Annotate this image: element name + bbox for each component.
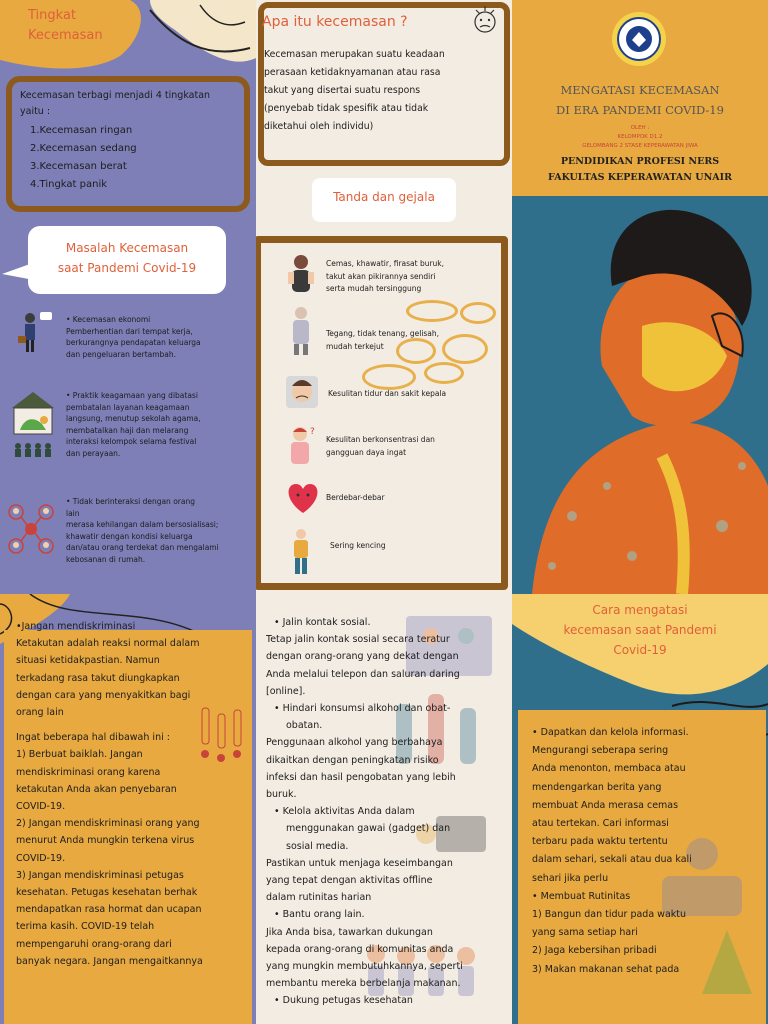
symptom-line: Kesulitan tidur dan sakit kepala [328, 389, 447, 398]
apa-itu-title: Apa itu kecemasan ? [262, 14, 408, 30]
social-network-icon [6, 502, 56, 556]
text-line: [online]. [266, 685, 306, 697]
title-line: DI ERA PANDEMI COVID-19 [556, 103, 724, 117]
issue-line: kebosanan di rumah. [66, 554, 146, 564]
tingkat-kecemasan-title [28, 6, 103, 46]
symptom-3 [328, 388, 498, 400]
institution-line: FAKULTAS KEPERAWATAN UNAIR [548, 172, 732, 183]
worried-person-icon [284, 252, 318, 298]
text-line: dikaitkan dengan peningkatan risiko [266, 754, 439, 766]
university-logo-icon [610, 10, 668, 68]
text-line: situasi ketidakpastian. Namun [16, 655, 160, 667]
panel-apa-itu-kecemasan [256, 0, 512, 594]
text-line: • Jalin kontak sosial. [274, 617, 371, 628]
symptom-1 [326, 258, 496, 296]
symptom-line: Tegang, tidak tenang, gelisah, [326, 329, 440, 338]
issue-social [66, 496, 248, 565]
text-line: • Membuat Rutinitas [532, 890, 631, 902]
text-line: 2) Jaga kebersihan pribadi [532, 945, 657, 957]
text-line: terbaru pada waktu tertentu [532, 836, 668, 848]
symptom-line: takut akan pikirannya sendiri [326, 271, 436, 281]
text-line: • Kelola aktivitas Anda dalam [274, 806, 415, 818]
text-line: buruk. [266, 789, 297, 801]
masalah-kecemasan-title [28, 238, 226, 278]
title-line: Tingkat [28, 8, 77, 23]
text-line: dengan orang-orang yang dekat dengan [266, 651, 459, 663]
oleh-label: OLEH : [630, 125, 650, 131]
symptom-line: gangguan daya ingat [326, 447, 407, 457]
definition-line: diketahui oleh individu) [264, 121, 374, 132]
title-line: kecemasan saat Pandemi [563, 623, 717, 637]
symptom-4 [326, 434, 480, 459]
text-line: atau tertekan. Cari informasi [532, 818, 669, 830]
definition-line: takut yang disertai suatu respons [264, 85, 421, 96]
text-line: sehari jika perlu [532, 872, 609, 884]
gold-ring-decoration [460, 302, 496, 324]
text-line: mendengarkan berita yang [532, 781, 662, 793]
title-line: Masalah Kecemasan [65, 241, 189, 255]
text-line: 3) Jangan mendiskriminasi petugas [16, 869, 184, 881]
issue-line: merasa kehilangan dalam bersosialisasi; [66, 520, 219, 529]
symptom-line: mudah terkejut [326, 341, 384, 351]
text-line: •Jangan mendiskriminasi [16, 621, 136, 632]
panel-tingkat-kecemasan [0, 0, 256, 594]
text-line: 1) Berbuat baiklah. Jangan [16, 749, 143, 761]
gold-ring-decoration [406, 300, 458, 322]
text-line: terkadang rasa takut diungkapkan [16, 672, 180, 684]
level-item: 2.Kecemasan sedang [30, 143, 137, 154]
diskriminasi-text [16, 618, 244, 970]
gelombang-label: GELOMBANG 2 STASE KEPERAWATAN JIWA [582, 143, 698, 149]
gold-ring-decoration [362, 364, 416, 390]
levels-content [20, 88, 246, 194]
issue-line: dan/atau orang terdekat dan mengalami [66, 543, 219, 552]
panel-cara-mengatasi [512, 594, 768, 1024]
text-line: yang tepat dengan aktivitas offline [266, 875, 433, 887]
text-line: banyak negara. Jangan mengaitkannya [16, 955, 203, 967]
gold-ring-decoration [424, 362, 464, 384]
text-line: Penggunaan alkohol yang berbahaya [266, 737, 443, 749]
heart-icon [284, 480, 322, 516]
definition-line: perasaan ketidaknyamanan atau rasa [264, 67, 441, 78]
kelompok-label: KELOMPOK D1.2 [617, 134, 663, 140]
title-line: Kecemasan [28, 28, 103, 43]
panel-jangan-mendiskriminasi [0, 594, 256, 1024]
symptom-line: Kesulitan berkonsentrasi dan [326, 435, 435, 444]
text-line: mendiskriminasi orang karena [16, 766, 161, 778]
text-line: membantu mereka berbelanja makanan. [266, 978, 461, 990]
text-line: menggunakan gawai (gadget) dan [286, 823, 451, 835]
symptom-line: Cemas, khawatir, firasat buruk, [326, 259, 445, 268]
symptom-5 [326, 492, 496, 504]
levels-list [20, 122, 246, 194]
definition-line: (penyebab tidak spesifik atau tidak [264, 103, 429, 114]
text-line: Anda melalui telepon dan saluran daring [266, 668, 460, 680]
cover-institution [512, 154, 768, 186]
cover-author [512, 124, 768, 151]
text-line: 2) Jangan mendiskriminasi orang yang [16, 818, 200, 830]
symptom-line: serta mudah tersinggung [326, 284, 422, 293]
text-line: dalam sehari, sekali atau dua kali [532, 854, 692, 866]
text-line: Ketakutan adalah reaksi normal dalam [16, 638, 200, 650]
symptom-line: Berdebar-debar [326, 493, 385, 502]
spacer [16, 721, 244, 729]
text-line: ketakutan Anda akan penyebaran [16, 783, 177, 795]
text-line: 3) Makan makanan sehat pada [532, 963, 680, 975]
issue-line: dan pengeluaran bertambah. [66, 349, 177, 359]
level-item: 3.Kecemasan berat [30, 161, 127, 172]
symptom-6 [330, 540, 500, 552]
issue-line: interaksi kelompok selama festival [66, 437, 197, 446]
kontak-sosial-text [266, 614, 502, 1010]
levels-intro: Kecemasan terbagi menjadi 4 tingkatan [20, 90, 211, 101]
definition-line: Kecemasan merupakan suatu keadaan [264, 49, 445, 60]
text-line: yang sama setiap hari [532, 927, 638, 939]
symptom-2 [326, 328, 496, 353]
text-line: orang lain [16, 707, 64, 719]
level-item: 1.Kecemasan ringan [30, 125, 133, 136]
text-line: Jika Anda bisa, tawarkan dukungan [266, 926, 433, 938]
text-line: terima kasih. COVID-19 telah [16, 921, 155, 933]
text-line: • Dukung petugas kesehatan [274, 995, 413, 1007]
anxious-face-icon [470, 4, 502, 38]
title-line: Cara mengatasi [592, 603, 688, 617]
text-line: 1) Bangun dan tidur pada waktu [532, 909, 687, 921]
text-line: kepada orang-orang di komunitas anda [266, 943, 454, 955]
issue-religion [66, 390, 248, 459]
text-line: • Bantu orang lain. [274, 909, 365, 921]
text-line: infeksi dan hasil pengobatan yang lebih [266, 771, 456, 783]
level-item: 4.Tingkat panik [30, 179, 108, 190]
tense-person-icon [284, 304, 318, 356]
text-line: • Dapatkan dan kelola informasi. [532, 727, 689, 738]
issue-title: lain [66, 508, 80, 518]
text-line: mendapatkan rasa hormat dan ucapan [16, 904, 202, 916]
text-line: mempengaruhi orang-orang dari [16, 938, 172, 950]
text-line: • Hindari konsumsi alkohol dan obat- [274, 703, 451, 715]
text-line: COVID-19. [16, 852, 66, 864]
issue-line: Pemberhentian dari tempat kerja, [66, 326, 193, 336]
headache-icon [284, 374, 320, 414]
anxious-person-illustration [512, 196, 768, 594]
issue-line: khawatir dengan kondisi keluarga [66, 531, 193, 541]
levels-intro: yaitu : [20, 106, 51, 117]
tanda-gejala-title: Tanda dan gejala [333, 190, 435, 204]
text-line: Ingat beberapa hal dibawah ini : [16, 732, 170, 744]
urination-person-icon [288, 526, 314, 578]
text-line: menurut Anda mungkin terkena virus [16, 835, 195, 847]
text-line: COVID-19. [16, 801, 66, 813]
worker-icon [14, 308, 54, 354]
title-line: saat Pandemi Covid-19 [57, 261, 197, 275]
issue-line: dan perayaan. [66, 448, 121, 458]
text-line: Tetap jalin kontak sosial secara teratur [266, 634, 450, 646]
cover-title [512, 80, 768, 120]
symptom-line: Sering kencing [330, 541, 386, 550]
forgetful-person-icon [284, 422, 318, 468]
text-line: sosial media. [286, 840, 349, 852]
text-line: Mengurangi seberapa sering [532, 745, 669, 757]
text-line: kesehatan. Petugas kesehatan berhak [16, 887, 198, 899]
text-line: Pastikan untuk menjaga keseimbangan [266, 857, 453, 869]
cara-mengatasi-title [532, 600, 748, 660]
panel-cover [512, 0, 768, 594]
text-line: obatan. [286, 720, 323, 732]
text-line: dengan cara yang menyakitkan bagi [16, 689, 191, 701]
cara-mengatasi-text [532, 724, 756, 979]
issue-line: pembatalan layanan keagamaan [66, 402, 190, 412]
definition-text [264, 46, 496, 136]
issue-title: • Kecemasan ekonomi [66, 315, 151, 324]
text-line: Anda menonton, membaca atau [532, 763, 686, 775]
text-line: membuat Anda merasa cemas [532, 799, 679, 811]
issue-line: langsung, menutup sekolah agama, [66, 414, 201, 423]
title-line: MENGATASI KECEMASAN [560, 83, 720, 97]
issue-title: • Praktik keagamaan yang dibatasi [66, 391, 198, 400]
issue-line: membatalkan haji dan melarang [66, 425, 189, 435]
institution-line: PENDIDIKAN PROFESI NERS [560, 156, 720, 167]
issue-economy [66, 314, 248, 360]
title-line: Covid-19 [613, 643, 667, 657]
issue-line: berkurangnya pendapatan keluarga [66, 338, 201, 347]
panel-jalin-kontak-sosial [256, 594, 512, 1024]
text-line: yang mungkin membutuhkannya, seperti [266, 961, 463, 973]
prayer-icon [10, 390, 56, 466]
text-line: dalam rutinitas harian [266, 892, 372, 904]
issue-title: • Tidak berinteraksi dengan orang [66, 497, 195, 506]
svg-text:?: ? [310, 427, 315, 437]
